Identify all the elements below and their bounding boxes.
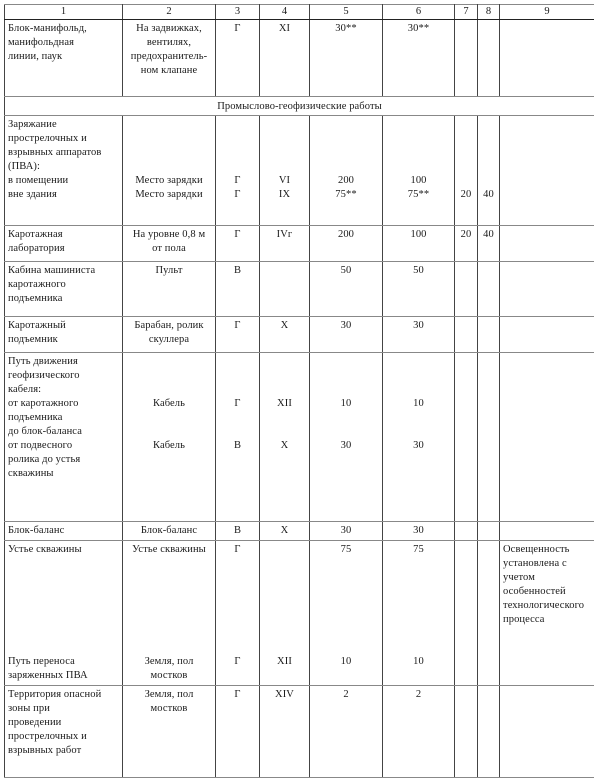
- lighting-norms-table: [4, 4, 594, 778]
- plane-cell: Г: [216, 686, 260, 778]
- note-cell: [500, 116, 594, 226]
- value-cell: 40: [478, 226, 500, 262]
- category-cell: XI: [260, 20, 310, 97]
- header-cell: 2: [123, 5, 216, 20]
- value-cell: 200: [310, 226, 383, 262]
- object-cell: Заряжание прострелочных и взрывных аппаратов (ПВА): в помещении вне здания: [5, 116, 123, 226]
- work-surface-cell: Пульт: [123, 262, 216, 317]
- value-cell: [478, 522, 500, 541]
- value-cell: 50: [310, 262, 383, 317]
- object-cell: Блок-манифольд, манифольдная линии, паук: [5, 20, 123, 97]
- value-cell: [455, 20, 478, 97]
- section-row: [5, 97, 594, 116]
- value-cell: 2: [310, 686, 383, 778]
- category-cell: VI IX: [260, 116, 310, 226]
- category-cell: XIV: [260, 686, 310, 778]
- value-cell: [478, 686, 500, 778]
- work-surface-cell: Земля, пол мостков: [123, 686, 216, 778]
- value-cell: [455, 541, 478, 686]
- header-cell: 3: [216, 5, 260, 20]
- value-cell: 30**: [383, 20, 455, 97]
- note-cell: [500, 317, 594, 353]
- work-surface-cell: Барабан, ролик скуллера: [123, 317, 216, 353]
- table-row: [5, 116, 594, 226]
- header-cell: 9: [500, 5, 594, 20]
- plane-cell: Г: [216, 226, 260, 262]
- plane-cell: Г В: [216, 353, 260, 522]
- header-cell: 4: [260, 5, 310, 20]
- value-cell: 10 30: [383, 353, 455, 522]
- value-cell: 2: [383, 686, 455, 778]
- value-cell: 30**: [310, 20, 383, 97]
- work-surface-cell: На задвижках, вентилях, предохранитель- ном клапане: [123, 20, 216, 97]
- value-cell: [478, 353, 500, 522]
- value-cell: [478, 541, 500, 686]
- plane-cell: В: [216, 522, 260, 541]
- note-cell: [500, 226, 594, 262]
- category-cell: X: [260, 317, 310, 353]
- value-cell: 20: [455, 226, 478, 262]
- work-surface-cell: Место зарядки Место зарядки: [123, 116, 216, 226]
- value-cell: 40: [478, 116, 500, 226]
- object-cell: Путь движения геофизического кабеля: от каротажного подъемника до блок-баланса от подвесного ролика до устья скважины: [5, 353, 123, 522]
- value-cell: 75 10: [310, 541, 383, 686]
- section-title: Промыслово-геофизические работы: [5, 97, 594, 116]
- category-cell: XII X: [260, 353, 310, 522]
- value-cell: 100 75**: [383, 116, 455, 226]
- value-cell: 10 30: [310, 353, 383, 522]
- plane-cell: Г Г: [216, 541, 260, 686]
- object-cell: Территория опасной зоны при проведении прострелочных и взрывных работ: [5, 686, 123, 778]
- value-cell: [455, 317, 478, 353]
- value-cell: 30: [383, 317, 455, 353]
- value-cell: 20: [455, 116, 478, 226]
- category-cell: XII: [260, 541, 310, 686]
- header-row: [5, 5, 594, 20]
- table-row: [5, 226, 594, 262]
- object-cell: Каротажная лаборатория: [5, 226, 123, 262]
- note-cell: [500, 353, 594, 522]
- value-cell: 30: [310, 522, 383, 541]
- table-row: [5, 522, 594, 541]
- value-cell: [478, 262, 500, 317]
- value-cell: [455, 353, 478, 522]
- object-cell: Блок-баланс: [5, 522, 123, 541]
- table-row: [5, 262, 594, 317]
- work-surface-cell: Кабель Кабель: [123, 353, 216, 522]
- value-cell: [455, 686, 478, 778]
- work-surface-cell: На уровне 0,8 м от пола: [123, 226, 216, 262]
- note-cell: [500, 262, 594, 317]
- value-cell: [478, 20, 500, 97]
- work-surface-cell: Блок-баланс: [123, 522, 216, 541]
- value-cell: 200 75**: [310, 116, 383, 226]
- value-cell: [478, 317, 500, 353]
- work-surface-cell: Устье скважины Земля, пол мостков: [123, 541, 216, 686]
- value-cell: [455, 522, 478, 541]
- category-cell: X: [260, 522, 310, 541]
- value-cell: 30: [383, 522, 455, 541]
- header-cell: 5: [310, 5, 383, 20]
- value-cell: 50: [383, 262, 455, 317]
- note-cell: [500, 20, 594, 97]
- category-cell: IVг: [260, 226, 310, 262]
- note-cell: [500, 686, 594, 778]
- header-cell: 1: [5, 5, 123, 20]
- note-cell: Освещенность установлена с учетом особенностей технологического процесса: [500, 541, 594, 686]
- plane-cell: Г Г: [216, 116, 260, 226]
- category-cell: [260, 262, 310, 317]
- header-cell: 6: [383, 5, 455, 20]
- note-cell: [500, 522, 594, 541]
- table-row: [5, 541, 594, 686]
- table-row: [5, 353, 594, 522]
- table-row: [5, 686, 594, 778]
- value-cell: 30: [310, 317, 383, 353]
- object-cell: Устье скважины Путь переноса заряженных ПВА: [5, 541, 123, 686]
- plane-cell: В: [216, 262, 260, 317]
- header-cell: 7: [455, 5, 478, 20]
- object-cell: Каротажный подъемник: [5, 317, 123, 353]
- plane-cell: Г: [216, 20, 260, 97]
- plane-cell: Г: [216, 317, 260, 353]
- object-cell: Кабина машиниста каротажного подъемника: [5, 262, 123, 317]
- value-cell: 75 10: [383, 541, 455, 686]
- header-cell: 8: [478, 5, 500, 20]
- value-cell: [455, 262, 478, 317]
- table-row: [5, 20, 594, 97]
- table-row: [5, 317, 594, 353]
- value-cell: 100: [383, 226, 455, 262]
